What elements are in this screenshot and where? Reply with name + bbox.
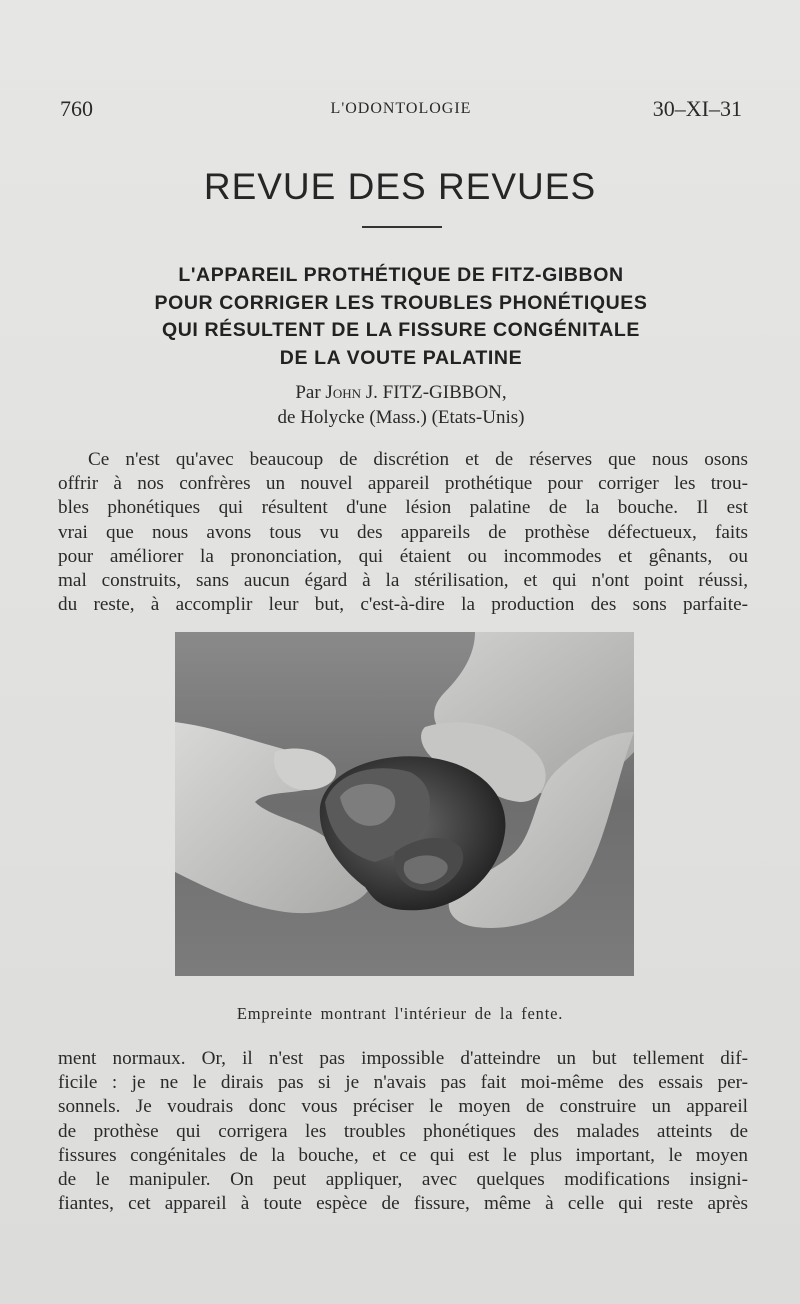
author-line [60, 380, 742, 405]
figure-caption: Empreinte montrant l'intérieur de la fente. [236, 1004, 564, 1023]
photo-hands-holding-impression [175, 632, 634, 976]
author-first-name: John [325, 382, 361, 403]
page-number: 760 [60, 96, 93, 121]
author-name: J. FITZ-GIBBON, [365, 382, 507, 403]
text-line: mal construits, sans aucun égard à la stérilisation, et qui n'ont point réussi, [58, 569, 748, 591]
section-title: REVUE DES REVUES [203, 166, 597, 207]
text-line: pour améliorer la prononciation, qui étaient ou incommodes et gênants, ou [58, 545, 748, 567]
text-line: du reste, à accomplir leur but, c'est-à-dire la production des sons parfaite- [58, 594, 748, 616]
text-line: bles phonétiques qui résultent d'une lésion palatine de la bouche. Il est [58, 497, 748, 519]
article-title-line: DE LA VOUTE PALATINE [279, 346, 523, 369]
text-line: ment normaux. Or, il n'est pas impossible d'atteindre un but tellement dif- [58, 1048, 748, 1069]
article-title [60, 262, 742, 372]
text-line: fissures congénitales de la bouche, et ce qui est le plus important, le moyen [58, 1144, 748, 1166]
text-line: vrai que nous avons tous vu des appareils de prothèse défectueux, faits [58, 521, 748, 543]
journal-name: L'ODONTOLOGIE [330, 100, 472, 117]
author-affiliation: de Holycke (Mass.) (Etats-Unis) [277, 407, 525, 428]
text-line: fiantes, cet appareil à toute espèce de fissure, même à celle qui reste après [58, 1193, 748, 1215]
issue-date: 30–XI–31 [652, 96, 742, 121]
article-title-line: POUR CORRIGER LES TROUBLES PHONÉTIQUES [154, 291, 648, 314]
byline [60, 380, 742, 430]
figure-photo [175, 632, 634, 976]
text-line: ficile : je ne le dirais pas si je n'avais pas fait moi-même des essais per- [58, 1072, 748, 1094]
byline-prefix: Par [295, 382, 321, 403]
article-title-line: L'APPAREIL PROTHÉTIQUE DE FITZ-GIBBON [178, 264, 624, 286]
text-line: Ce n'est qu'avec beaucoup de discrétion et de réserves que nous osons [88, 449, 748, 470]
text-line: sonnels. Je voudrais donc vous préciser le moyen de construire un appareil [58, 1096, 748, 1118]
title-rule [362, 226, 442, 228]
running-head [60, 96, 742, 126]
paragraph-continued [58, 1047, 748, 1216]
text-line: de prothèse qui corrigera les troubles phonétiques des malades atteints de [58, 1120, 748, 1142]
paragraph-intro [58, 448, 748, 617]
article-title-line: QUI RÉSULTENT DE LA FISSURE CONGÉNITALE [161, 319, 641, 341]
text-line: offrir à nos confrères un nouvel appareil prothétique pour corriger les trou- [58, 473, 748, 495]
text-line: de le manipuler. On peut appliquer, avec quelques modifications insigni- [58, 1168, 748, 1190]
